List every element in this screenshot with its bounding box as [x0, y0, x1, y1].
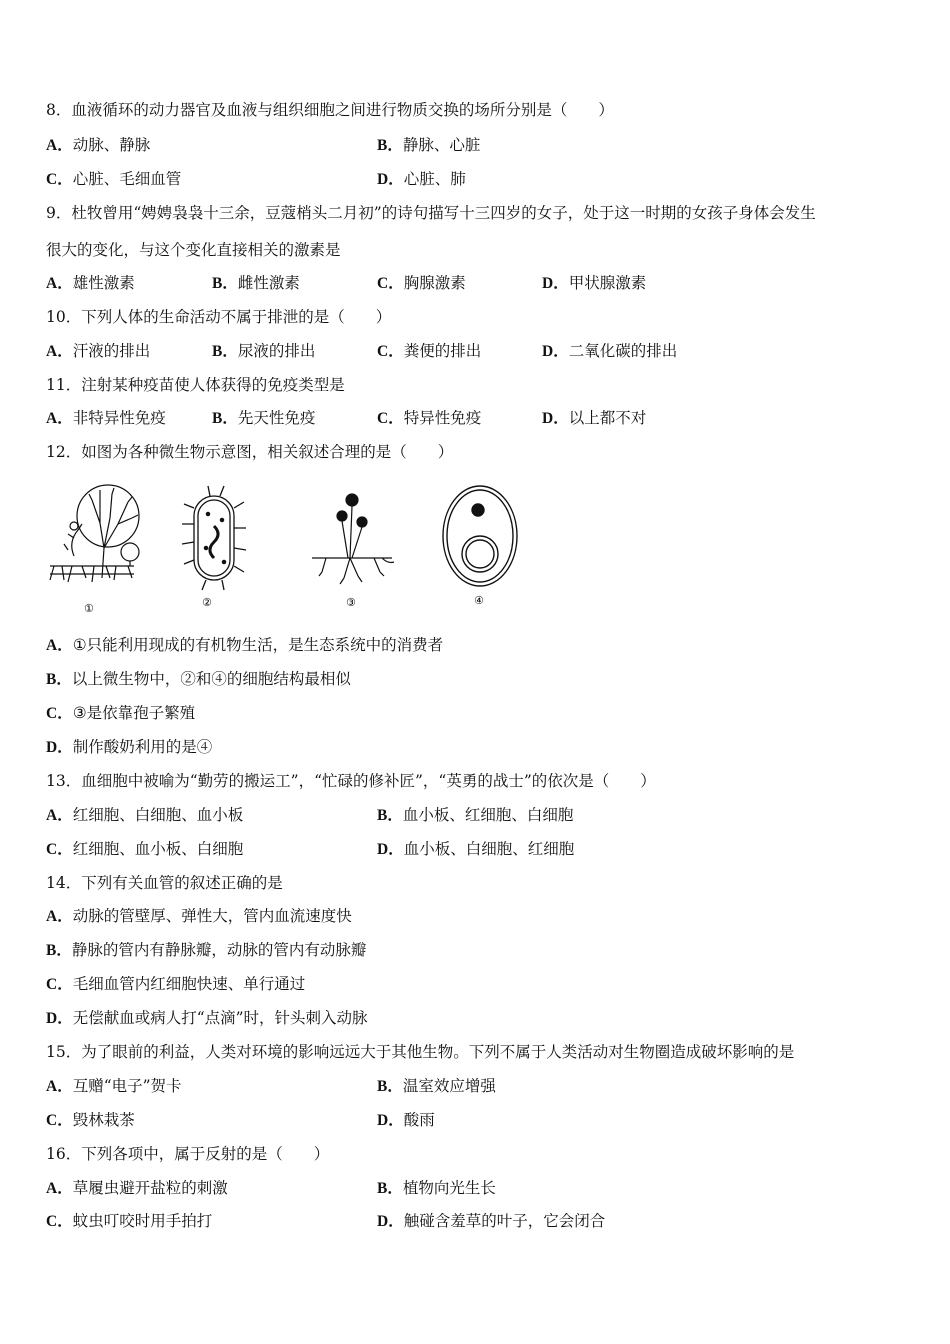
q11-option-c: C．特异性免疫 — [377, 409, 482, 427]
q9-option-b: B．雌性激素 — [212, 274, 300, 292]
q10-option-a: A．汗液的排出 — [46, 342, 151, 360]
q9-stem-line1: 9．杜牧曾用“娉娉袅袅十三余，豆蔻梢头二月初”的诗句描写十三四岁的女子，处于这一时期的女孩子身体会发生 — [46, 204, 816, 222]
q11-stem: 11．注射某种疫苗使人体获得的免疫类型是 — [46, 376, 345, 394]
q16-option-c: C．蚊虫叮咬时用手拍打 — [46, 1212, 213, 1230]
q12-option-a: A．①只能利用现成的有机物生活，是生态系统中的消费者 — [46, 636, 444, 654]
q10-option-b: B．尿液的排出 — [212, 342, 316, 360]
figure-1-mold — [50, 485, 139, 582]
q16-option-b: B．植物向光生长 — [377, 1179, 496, 1197]
microorganism-figure — [44, 478, 524, 618]
q9-option-c: C．胸腺激素 — [377, 274, 466, 292]
q16-option-d: D．触碰含羞草的叶子，它会闭合 — [377, 1212, 606, 1230]
q14-option-a: A．动脉的管壁厚、弹性大，管内血流速度快 — [46, 907, 352, 925]
q16-option-a: A．草履虫避开盐粒的刺激 — [46, 1179, 228, 1197]
q13-option-b: B．血小板、红细胞、白细胞 — [377, 806, 574, 824]
q10-option-d: D．二氧化碳的排出 — [542, 342, 678, 360]
q11-option-a: A．非特异性免疫 — [46, 409, 166, 427]
q14-option-b: B．静脉的管内有静脉瓣，动脉的管内有动脉瓣 — [46, 941, 367, 959]
q14-option-c: C．毛细血管内红细胞快速、单行通过 — [46, 975, 306, 993]
q8-option-d: D．心脏、肺 — [377, 170, 466, 188]
q10-option-c: C．粪便的排出 — [377, 342, 482, 360]
q8-option-c: C．心脏、毛细血管 — [46, 170, 182, 188]
q12-option-c: C．③是依靠孢子繁殖 — [46, 704, 196, 722]
q10-stem: 10．下列人体的生命活动不属于排泄的是（ ） — [46, 308, 392, 326]
figure-label-2: ② — [202, 596, 212, 609]
q15-option-b: B．温室效应增强 — [377, 1077, 496, 1095]
figure-label-3: ③ — [346, 596, 356, 609]
q9-option-d: D．甲状腺激素 — [542, 274, 647, 292]
q15-option-a: A．互赠“电子”贺卡 — [46, 1077, 182, 1095]
q11-option-d: D．以上都不对 — [542, 409, 647, 427]
q15-option-c: C．毁林栽茶 — [46, 1111, 135, 1129]
q12-option-d: D．制作酸奶利用的是④ — [46, 738, 213, 756]
figure-2-bacterium — [182, 486, 246, 590]
q12-stem: 12．如图为各种微生物示意图，相关叙述合理的是（ ） — [46, 443, 454, 461]
q9-stem-line2: 很大的变化，与这个变化直接相关的激素是 — [46, 241, 341, 259]
figure-label-4: ④ — [474, 594, 484, 607]
q9-option-a: A．雄性激素 — [46, 274, 135, 292]
q13-stem: 13．血细胞中被喻为“勤劳的搬运工”，“忙碌的修补匠”，“英勇的战士”的依次是（ ） — [46, 772, 656, 790]
q8-option-b: B．静脉、心脏 — [377, 136, 481, 154]
q14-option-d: D．无偿献血或病人打“点滴”时，针头刺入动脉 — [46, 1009, 368, 1027]
figure-label-1: ① — [84, 602, 94, 615]
q11-option-b: B．先天性免疫 — [212, 409, 316, 427]
q14-stem: 14．下列有关血管的叙述正确的是 — [46, 874, 283, 892]
q13-option-d: D．血小板、白细胞、红细胞 — [377, 840, 575, 858]
figure-3-rhizopus — [312, 494, 394, 584]
q13-option-a: A．红细胞、白细胞、血小板 — [46, 806, 244, 824]
q15-stem: 15．为了眼前的利益，人类对环境的影响远远大于其他生物。下列不属于人类活动对生物圈造成破坏影响的是 — [46, 1043, 795, 1061]
q8-stem: 8．血液循环的动力器官及血液与组织细胞之间进行物质交换的场所分别是（ ） — [46, 101, 614, 119]
q15-option-d: D．酸雨 — [377, 1111, 435, 1129]
figure-4-yeast — [443, 486, 517, 586]
q16-stem: 16．下列各项中，属于反射的是（ ） — [46, 1145, 330, 1163]
q13-option-c: C．红细胞、血小板、白细胞 — [46, 840, 244, 858]
q8-option-a: A．动脉、静脉 — [46, 136, 151, 154]
q12-option-b: B．以上微生物中，②和④的细胞结构最相似 — [46, 670, 351, 688]
